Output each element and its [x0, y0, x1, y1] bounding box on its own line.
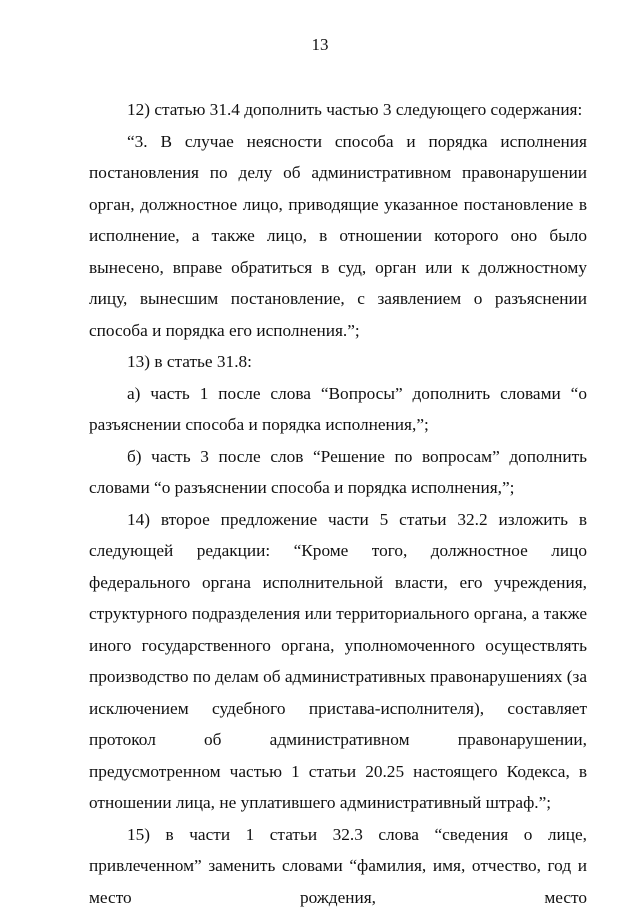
- paragraph-item-13: 13) в статье 31.8:: [89, 346, 587, 378]
- paragraph-item-15: 15) в части 1 статьи 32.3 слова “сведения о лице, привлеченном” заменить словами “фамилия, имя, отчество, год и место рождения, место: [89, 819, 587, 913]
- page-number: 13: [0, 35, 640, 55]
- paragraph-item-13b: б) часть 3 после слов “Решение по вопросам” дополнить словами “о разъяснении способа и порядка исполнения,”;: [89, 441, 587, 504]
- paragraph-item-12: 12) статью 31.4 дополнить частью 3 следующего содержания:: [89, 94, 587, 126]
- document-body: [89, 94, 587, 913]
- paragraph-article-31-4-part-3: “3. В случае неясности способа и порядка исполнения постановления по делу об административном правонарушении орган, должностное лицо, приводящие указанное постановление в исполнение, а также лицо, в отношении которого оно было вынесено, вправе обратиться в суд, орган или к должностному лицу, вынесшим постановление, с заявлением о разъяснении способа и порядка его исполнения.”;: [89, 126, 587, 347]
- paragraph-item-14: 14) второе предложение части 5 статьи 32.2 изложить в следующей редакции: “Кроме того, должностное лицо федерального органа исполнительной власти, его учреждения, структурного подразделения или территориального органа, а также иного государственного органа, уполномоченного осуществлять производство по делам об административных правонарушениях (за исключением судебного пристава-исполнителя), составляет протокол об административном правонарушении, предусмотренном частью 1 статьи 20.25 настоящего Кодекса, в отношении лица, не уплатившего административный штраф.”;: [89, 504, 587, 819]
- paragraph-item-13a: а) часть 1 после слова “Вопросы” дополнить словами “о разъяснении способа и порядка исполнения,”;: [89, 378, 587, 441]
